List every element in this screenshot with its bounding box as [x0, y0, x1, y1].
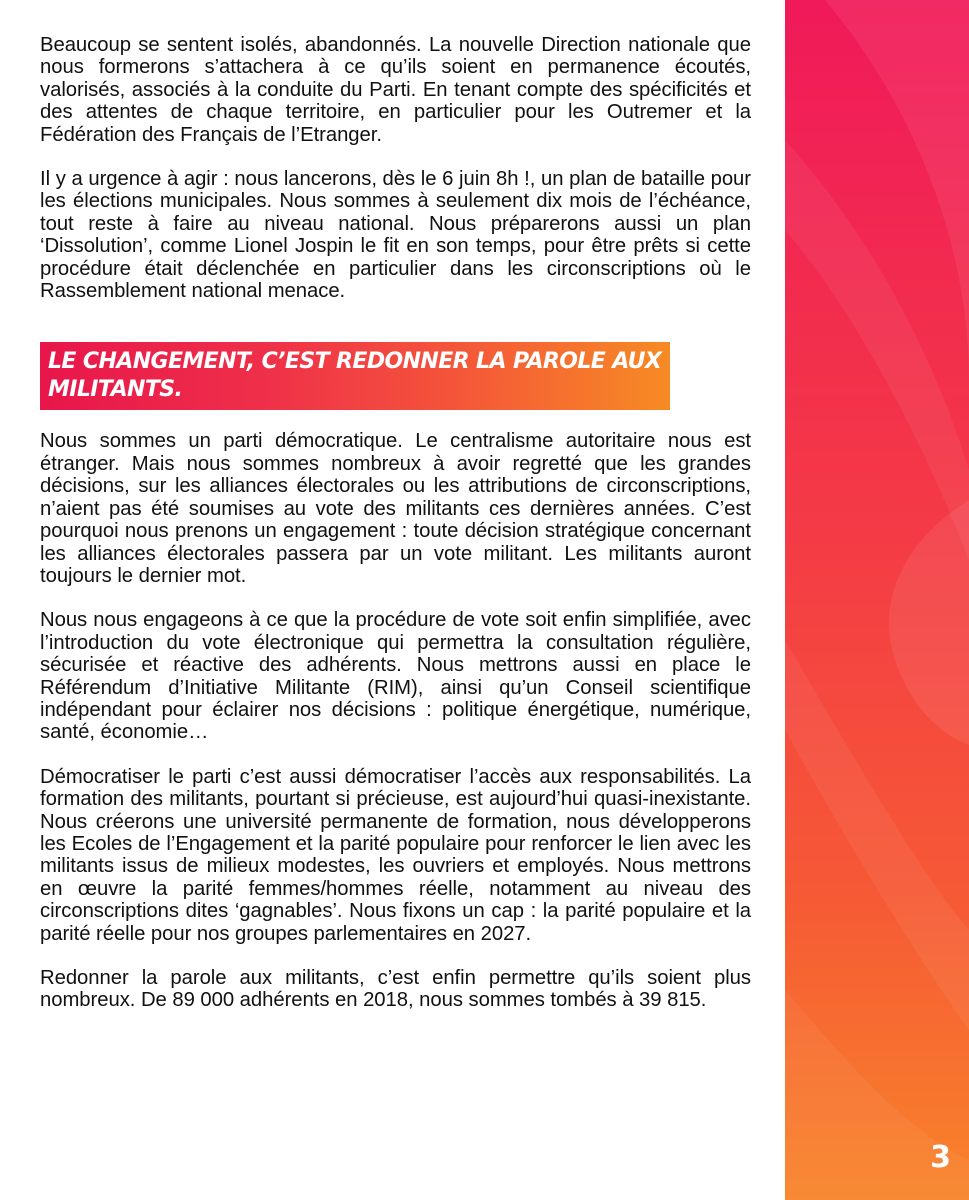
paragraph-electronic-vote: Nous nous engageons à ce que la procédure de vote soit enfin simplifiée, avec l’introduction du vote électronique qui permettra la consultation régulière, sécurisée et réactive des adhérents. Nous mettrons aussi en place le Référendum d’Initiative Militante (RIM), ainsi qu’un Conseil scientifique indépendant pour éclairer nos décisions : politique énergétique, numérique, santé, économie…: [40, 609, 751, 744]
paragraph-democratize-access: Démocratiser le parti c’est aussi démocratiser l’accès aux responsabilités. La formation des militants, pourtant si précieuse, est aujourd’hui quasi-inexistante. Nous créerons une université permanente de formation, nous développerons les Ecoles de l’Engagement et la parité populaire pour renforcer le lien avec les militants issus de milieux modestes, les ouvriers et employés. Nous mettrons en œuvre la parité femmes/hommes réelle, notamment au niveau des circonscriptions dites ‘gagnables’. Nous fixons un cap : la parité populaire et la parité réelle pour nos groupes parlementaires en 2027.: [40, 765, 751, 945]
side-band-graphic: [785, 0, 969, 1200]
page-content: [40, 34, 751, 1034]
page-number: 3: [930, 1140, 951, 1175]
decorative-side-band: [785, 0, 969, 1200]
paragraph-territories: Beaucoup se sentent isolés, abandonnés. La nouvelle Direction nationale que nous formerons s’attachera à ce qu’ils soient en permanence écoutés, valorisés, associés à la conduite du Parti. En tenant compte des spécificités et des attentes de chaque territoire, en particulier pour les Outremer et la Fédération des Français de l’Etranger.: [40, 34, 751, 146]
paragraph-membership: Redonner la parole aux militants, c’est enfin permettre qu’ils soient plus nombreux. De 89 000 adhérents en 2018, nous sommes tombés à 39 815.: [40, 967, 751, 1012]
section-heading-banner: LE CHANGEMENT, C’EST REDONNER LA PAROLE AUX MILITANTS.: [40, 342, 670, 410]
paragraph-democratic-party: Nous sommes un parti démocratique. Le centralisme autoritaire nous est étranger. Mais nous sommes nombreux à avoir regretté que les grandes décisions, sur les alliances électorales ou les attributions de circonscriptions, n’aient pas été soumises au vote des militants ces dernières années. C’est pourquoi nous prenons un engagement : toute décision stratégique concernant les alliances électorales passera par un vote militant. Les militants auront toujours le dernier mot.: [40, 430, 751, 587]
paragraph-urgency: Il y a urgence à agir : nous lancerons, dès le 6 juin 8h !, un plan de bataille pour les élections municipales. Nous sommes à seulement dix mois de l’échéance, tout reste à faire au niveau national. Nous préparerons aussi un plan ‘Dissolution’, comme Lionel Jospin le fit en son temps, pour être prêts si cette procédure était déclenchée en particulier dans les circonscriptions où le Rassemblement national menace.: [40, 168, 751, 303]
